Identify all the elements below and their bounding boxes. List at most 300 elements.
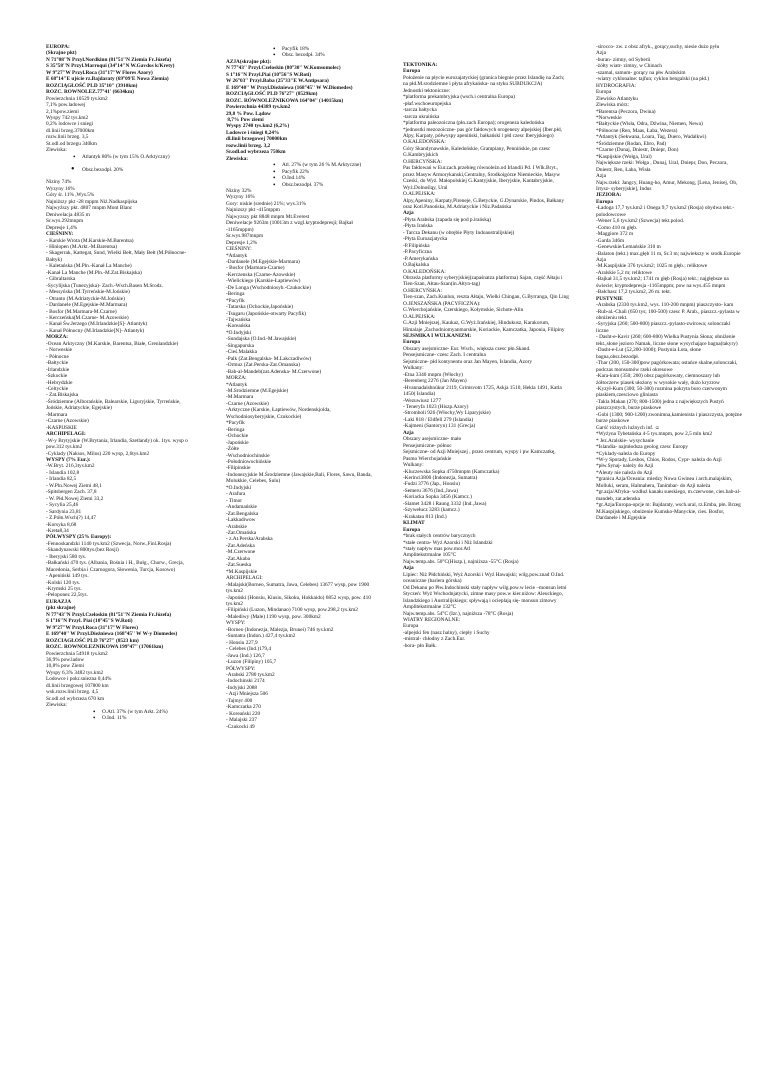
text-line: -Garda 346m [596,237,625,244]
text-line: -Zat.Bengalska [226,510,259,517]
bold-text-line: KLIMAT [403,520,425,527]
text-line: Depresje 1,2% [226,239,258,246]
text-line: - Sardynia 23,81 [46,508,82,515]
text-line: *Czarne (Dunaj, Dniestr, Dniepr, Don) [596,147,679,154]
text-line: -Zat.Omańska [226,529,257,536]
text-line: 10,8% pow Ziemi [46,663,85,670]
text-line: -Koriacka Sopka 3456 (Kamcz.) [403,494,472,501]
bold-text-line: 29,8 % Pow. Lądow [226,110,271,117]
text-line: Lipiec: Niż Płdchiński, Wyż Azorski i Wyż Hawajski; wilg.pow.znad O.Ind. oceaniczne (bariera górska) [403,571,566,585]
text-line: -Szywełucz 3283 (kamcz.) [403,507,460,514]
text-line: *Bałtyckie (Wisła, Odra, Dźwina, Niemen, Newa) [596,121,703,128]
text-line: -Ormuz (Zat.Perska-Zat.Omanska) [226,362,300,369]
text-line: -Kreta8,34 [46,527,69,534]
bold-text-line: JEZIORA: [596,192,622,199]
bold-text-line: rozw.linii brzeg. 3,2 [226,142,271,149]
text-line: - Iberyjski 580 tys. [46,553,87,560]
bold-text-line: S 1°16''N Przyl.Piai (10°56''S W.Roti) [226,71,312,78]
text-line: -Krymski 25 tys. [46,586,82,593]
text-line: -płaf.wschoeuropejska [403,100,451,107]
text-line: -Krakatau 813 (Ind.) [403,513,447,520]
text-line: -Kanał La Manche (M.Pln.-M.Zat.Biskajska) [46,269,142,276]
text-line: -M.Kaspijskie 376 tys.km2; 1025 m głęb.; reliktowe [596,263,708,270]
text-line: - Teneryfa 1023 (Hiszp.Azory) [403,404,469,411]
text-line: Alpy,Apeniny, Karpaty,Pireneje, G.Betyckie, G.Dynarskie, Pindos, Bałkany oraz Kotl.Panońska, M.Adriatyckie i Niz.Padańska [403,197,566,210]
text-line: - Malajski 237 [226,717,257,724]
text-line: -Marmara [46,411,68,418]
text-line: -Kerinci3800 (Indonezja, Sumatra) [403,475,478,481]
text-line: Pensejsmiczne- północ [403,442,452,449]
text-line: Sejsmiczne- od Azji Mniejszej , przez centrum, wyspy i pw Kamczatkę, Pasmo Wierchojańskie [403,449,557,462]
bold-text-line: ROZC. ROWNOLEZ.77°41' (6634km) [46,89,135,96]
text-line: *Pacyfik [226,297,245,304]
text-line: -Tsugaru (Japońskie-otwarty Pacyfik) [226,310,306,317]
bold-text-line: Europa [403,339,420,346]
text-line: -Irlandzkie [46,366,70,373]
bold-text-line: S 35°58''N Przyl.Marroqui (34°14''N W.Gavdos k/Krety) [46,63,175,70]
text-line: -tarcza ukraińska [403,113,440,120]
text-line: - Skagerrak, Kattegat, Sund, Wielki Bełt, Mały Bełt (M.Północne-Bałtyk) [46,250,187,263]
text-line: Sejsmiczne- płd kontynentu oraz Jan Mayen, Islandia, Azory [403,358,533,365]
text-column-3 [403,62,569,649]
text-line: G.Azji Mniejszej, Kaukaz, G.Wyż.Irańskiej, Hindukusz, Karakorum, Himalaje ,Zachodniomyanmarskie, Koriackie, Kamczatka, Japonia, Filipiny [403,320,565,333]
text-line: -sirocco- zw. z obsz afryk., gorący,suchy, niesie dużo pyłu [596,44,720,50]
text-line: -Etna 3340 mnpm (Włochy) [403,371,463,378]
bold-text-line: E 169°40'' W Przyl.Dieżniewa (168°45'' W W.Diomedes) [226,84,353,91]
text-line: Wyspy 742 tys.km2 [46,114,89,121]
text-line: -Malediwy (Male) 1190 wysp, pow. 300km2 [226,613,321,620]
text-column-4 [596,44,742,522]
text-line: - Z.Półn.Wsch(?) 14,47 [46,515,96,522]
bold-text-line: Azja [403,210,414,217]
text-line: -alpejski fen (nasz halny), ciepły i Suchy [403,629,490,636]
text-line: Azja [596,173,606,180]
text-line: -W-y Brytyjskie (W.Brytania, Irlandia, Szetlandy) ok. 1tys. wysp o pow.312 tys.km2 [46,437,190,451]
text-line: Niziny 74% [46,179,72,186]
bold-text-line: Wyspy 2740 tys.km2 (6,2%) [226,123,290,130]
text-line: -Ocean Arktyczny (M.Karskie, Barentsa, Białe, Grenlandzkie) [46,340,179,347]
text-line: -Kerczenska (Czarne-Azowskie) [226,271,296,278]
text-line: *Atlantyk [226,381,248,388]
text-line: *brak stałych centrów barycznych [403,533,476,540]
bold-text-line: E 68°14''E ujście rz.Bajdaraty (69°09'E Nowa Ziemia) [46,76,169,83]
text-line: Pas fałdowań w Eur.zach.przebieg równoleżn.od Irlandii Pd. I Wlk.Bryt., przez Masyw Armorykanski,Centralny, Srodkoigórze Niemieckie, Masyw Czeski, do Wyż. Małopolskiej G.Kantyjskie, Iberyjskie, Kantabryjskie, Wyż.Dolnośląy, Ural [403,165,562,191]
text-line: O.ALPEJSKA: [403,191,436,198]
text-line: Wulkany: [403,365,424,372]
text-line: Powierzchnia 10529 tys.km2 [46,95,108,102]
text-line: -Kara-kum (350; 200) obsz pagórkowaty, ciemnoszary lub żółtoczerw piasek ułożony w wysokie wały, dużo kryzrow [596,373,722,386]
text-line: -Fudzi 3776 (Jap., Honsiu) [403,481,460,488]
text-line: -Płyta Arabska (zapada się pod p.irańską) [403,216,491,223]
text-line: *Kaspijskie (Wołga, Ural) [596,153,652,160]
text-line: -M.Marmara [226,394,254,401]
text-line: -Skandynawski 800tys.(bez Rosji) [46,547,119,554]
text-line: 0,2% lodowce i sniegi [46,121,94,128]
bullet-item: • Atlantyk 80% (w tym 15% O.Arktyczny) [82,154,188,160]
text-line: Deniwelacje 9263m (10013m z wzgl.kryptodepresji; Bajkał -1165mppm) [226,220,355,233]
text-line: - Północne [46,353,69,360]
bold-text-line: S 1°16''N Przyl. Piai (10°45''S W.Roti) [46,618,133,625]
bold-text-line: Europa [596,198,613,205]
text-line: -Koreańska [226,323,251,330]
text-line: WYSPY: [226,620,246,627]
bold-text-line: (Skrajne pkt) [46,50,77,57]
text-line: Garść różnych luźnych inf. ☺ [596,424,661,431]
text-line: Zlewiska mórz: [596,102,630,109]
text-line: Jednostki tektoniczne: [403,87,451,94]
text-line: -Kyzył-Kum (300; 50-300) rozmina pokryta buro czerwonym piaskiem,czesciowo gliniasta [596,386,729,399]
text-line: CIEŚNINY: [226,246,252,253]
text-line: -Zat.Sueska [226,562,252,569]
text-line: -Kluczewska Sopka 4750mnpm (Kamczatka) [403,468,500,475]
bold-text-line: ARCHIPELAGI: [46,431,86,438]
text-line: - Kanał Północny (M.Irlandzkie[N]- Atlantyk) [46,327,145,334]
text-line: -Aralskie 5,2 m; reliktowe [596,269,652,276]
text-line: Najw.temp.abs. 54°C (Izr.), najniższa -78°C (Rosja) [403,610,514,617]
text-line: -Spitsbergen Zach. 37,8 [46,489,97,496]
text-line: -Szkockie [46,373,68,380]
text-line: PÓŁWYSPY: [226,665,256,672]
text-line: -Hvannadalshnúkur 2119, Grimsvotn 1725, Askja 1510, Hekla 1491, Katla 1450( Islandia) [403,384,564,398]
text-line: Zlewisko Atlantyku [596,95,638,102]
text-line: - Tarcza Dekanu (w obrębie Płyty Indoaustralijskiej) [403,229,515,236]
text-line: wsk.rozw.linii brzeg. 4,5 [46,689,99,696]
text-line: Azja [596,50,606,57]
text-line: -Korsyka 8,68 [46,521,77,528]
text-line: -Sumatra (Indon.) 427,4 tys.km2 [226,633,296,640]
text-line: ARCHIPELAGI: [226,575,263,582]
text-line: Azja [596,256,606,263]
text-line: -Zat.Adeńska [226,542,255,549]
bullet-item: • O.Atl. 37% (w tym Arkt. 24%) [102,709,188,715]
text-line: Zlewiska: [46,147,67,154]
text-line: -tarcza bałtycka [403,107,437,114]
text-line: -Hebrydzkie [46,379,73,386]
text-line: -Dasht-e-Lut (52,200-1000); Pustynia Łota, słone bagna,obsz.bezodpł. [596,347,703,360]
text-line: -Rub-al.-Chali (650 tys; 100-500) czesc P. Arab., piaszcz.-pylasta w obniżeniu tekt. [596,308,742,322]
bold-text-line: Powierzchnia 44389 tys.km2 [226,104,291,111]
text-line: -Cyklady (Naksos, Milos) 220 wysp, 2,6tys.km2 [46,450,150,457]
text-line: Wyspy 6,3% 3482 tys.km2 [46,669,104,676]
text-line: - Arafura [226,491,246,498]
text-line: Deniwelacja 4835 m [46,211,90,218]
text-line: -Bajkał 31,5 tys.km2; 1741 m głęb (Rosja) tekt.; najgłębsze na świecie; kryptodepresja -1165mppm; pow na wys.455 mnpm [596,276,731,289]
bold-text-line: CIEŚNINY: [46,231,74,238]
text-line: -KASPIJSKIE [46,424,77,431]
text-line: Europa [596,89,612,96]
text-line: *platforma prekambryjska (wsch.i centralna Europa) [403,94,515,101]
text-line: - Timor [226,497,243,504]
text-line: dl.linii brzeg.37000km [46,127,95,134]
text-line: -Thar (200, 150-300)pow pagórkowata; ostańce skalne,solonczaki, podczas monsumów rzeki okresowe [596,360,739,373]
text-line: -Płyta Euroazjatycka [403,236,448,243]
text-line: -Sundajska (O.Ind.-M.Jawajskie) [226,336,297,343]
text-line: *O.Indyjski [226,329,252,336]
text-line: WIATRY REGIONALNE: [403,616,461,623]
bold-text-line: Europa [403,68,420,75]
text-line: -W.Bryt. 216,3tys.km2 [46,463,95,470]
text-line: rozw.linii brzeg. 3,5 [46,134,89,141]
bold-text-line: EURAZJA [46,598,72,605]
text-line: Styczeń: Wyż Wschodnjatycki, zimne masy pow.w kier.niżow: Aleuckiego, Islandzkiego i Australijskiego; spływają i ocieplają się- monsun zimowy [403,591,565,604]
text-line: - W.Pln.Nowej Ziemi 48,1 [46,482,102,489]
text-line: *Islandia- najmłodsza geolog czesc Europy [596,444,689,451]
bold-text-line: (pkt skrajne) [46,605,76,612]
bold-text-line: WYSPY (7% Eur.): [46,456,91,463]
text-line: - Hinlopen (M.Arkt.-M.Barentsa) [46,244,118,251]
text-line: -Balaton (tekt.) max.głęb 11 m, Sr.3 m; najwiekszy w srodk.Europie [596,250,741,257]
bold-text-line: ROZCIAGŁOŚĆ PLD 76°27'' (8523 km) [46,637,139,644]
text-line: - Honsiu 227,9 [226,639,258,646]
text-column-1 [46,44,188,722]
text-line: O.KALEDOŃSKA: [403,139,446,146]
text-line: *Wyżyna Tybetańska 4-5 tys.mnpm, pow 2,5 mln km2 [596,431,713,438]
bold-text-line: TEKTONIKA: [403,62,438,68]
text-line: *platforma paleozoiczna (płn.zach Europa); orogeneza kaledońska [403,120,545,127]
text-line: -Tajwańska [226,317,251,324]
text-line: -Slamet 3428 i Raung 3332 (Ind.,Jawa) [403,500,487,507]
bold-text-line: Azja [403,429,414,436]
text-line: -P.Filipińska [403,242,430,249]
text-line: -Arabski 2780 tys.km2 [226,671,275,678]
text-line: -Kamczatka 270 [226,704,261,711]
text-line: -mistral- chłodny z Zach.Eur. [403,636,466,643]
text-line: Amplitekstrmalne 132°C [403,604,457,611]
text-line: - Zat.Biskajska [46,392,79,399]
text-line: -Filipinskie [226,465,251,472]
bold-text-line: ROZC. ROWNOLEZNIKOWA 199°47'' (17061km) [46,644,164,651]
text-line: -Arabska (2330 tys.km2, wys. 110-200 mnpm) piaszczysto- kam [596,302,734,309]
text-line: Wulkany: [403,462,424,469]
text-line: Najwyzszy pkt 8848 mnpm Mt.Everest [226,213,310,220]
text-line: - Kerczeńska(M.Czarne- M.Azowskie) [46,315,129,321]
text-line: -buran- zimny, od Syberii [596,56,651,63]
text-line: Położenie na płycie eurozajatyckiej (granica biegnie przez Islandię na Zach; na płd.M.srodziemne i płyta afrykańska- na styku SUBDUKCJA) [403,74,566,88]
text-line: Sr.wys.292mnpm [46,218,84,225]
bullet-item: • Pacyfik 18% [282,46,378,52]
text-line: -Semeru 3676 (Ind.,Jawa) [403,487,459,494]
text-line: Najniższy pkt -28 mppm Niż.Nadkaspijska [46,198,138,205]
text-line: *Cyklady-należa do Europy [596,450,656,457]
text-line: -Wezuwiusz 1277 [403,397,441,404]
text-line: -Japońskie [226,439,249,446]
text-line: Depresje 1,4% [46,224,78,231]
text-line: 36,9% pow.ladow [46,657,85,664]
text-line: - Koreański 220 [226,710,261,717]
bold-text-line: N 77°43'' Przyl.Czeloskin (80°30'' W.Komsomolec) [226,65,341,72]
text-line: -Wielickiego (Karskie-Łaptiewów) [226,278,301,285]
bold-text-line: SEJSMIKA I WULKANIZM: [403,333,472,340]
bold-text-line: N 77°43''N Przyl.Czeloskin (81°51''N Ziemia Fr.Józefa) [46,611,172,618]
text-line: Obrzeża platformy syberyjskiej(zapaśnatza platforma) Sajan, część Ałtaju i Tien-Szan, Ałtau-Szan(in.Ałtyn-tag) [403,274,564,288]
text-line: -Arktyczne (Karskie, Łaptiewów, Nordenskjolda, Wschodniosyberyjskie, Czukockie) [226,407,332,420]
text-line: - z.At.Perska/Arabska [226,536,273,543]
text-line: - Sycylia 25,46 [46,502,79,509]
text-line: -Peloponez 22,5tys. [46,592,88,599]
text-line: O.Bajkalska [403,262,430,269]
text-line: -Bałchasz 17,2 tys.km2, 26 m. tekt. [596,289,672,296]
text-line: Wyzyny 16% [226,194,255,201]
text-line: -Tatarska (Ochockie,Japońskie) [226,304,293,311]
text-line: -Śródziemne (Alborańskie, Balearskie, Liguryjskie, Tyrreńskie, Jońskie, Adriatyckie, Egejskie) [46,398,182,412]
text-line: O.ALPEJSKA: [403,313,436,320]
text-line: Najnizszy pkt -415mppm [226,207,280,214]
text-line: Od Dekanu po Płw.Indochinski stały napływ wilg.pow.w lecie –monsun letni [403,584,567,591]
text-line: -Ładoga 17,7 tys.km2 i Onega 9,7 tys.km2 (Rosja) obydwa tekt.-polodowcowe [596,205,734,218]
text-line: -Bab-al-Mandeb(zat.Adenska- M.Czerwone) [226,368,322,375]
text-line: *Atlantyk (Sekwana, Loara, Tag, Duero, Wadalkwi) [596,134,707,141]
text-column-2 [226,46,378,730]
text-line: Góry Skandynawskie, Kaledońskie, Grampiany, Pennińskie, pn czesc G.Kambryjskich [403,145,552,159]
bullet-item: • Obsz.bezodpł. 37% [282,182,378,188]
text-line: O.HERCYŃSKA: [403,158,442,165]
text-line: - Azji Mniejsza 506 [226,691,268,698]
bold-text-line: Europa [403,526,420,533]
text-line: -Borneo (Indonezja, Malezja, Brunei) 746 tys.km2 [226,626,334,633]
bold-text-line: MORZA: [46,334,69,341]
text-line: -M.Czerwone [226,549,256,556]
text-line: -Czarne (Azowskie) [46,418,89,425]
text-line: - Norweskie [46,347,73,354]
text-line: -Południowochińskie [226,459,272,465]
text-line: Sr.wys.987mnpm [226,233,264,240]
text-line: Wyzyny 16% [46,185,75,192]
text-line: -szamal, samum- gorący na płw Arabskim [596,69,686,76]
bullet-item: • O.Ind.14% [282,175,378,181]
text-line: *stały napływ mas pow.mor.Atl [403,545,471,552]
text-line: -Singapurska [226,342,254,349]
text-line: -Bałkański 470 tys. (Albania, Bośnia i H., Bułg., Chorw., Grecja, Macedonia, Serbia i Czarnogora, Słowenia, Turcja, Kosowo) [46,560,186,573]
text-line: -Japoński (Honsiu, Kiusiu, Sikoku, Hokkaido) 6852 wysp, pow. 410 tys.km2 [226,594,373,607]
bold-text-line: W 9°27''W Przyl.Roca (31°17''W Flores Azory) [46,69,153,76]
text-line: * Jez.Aralskie- wysychanie [596,437,655,444]
text-line: *Śródziemne (Rodan, Ebro, Pad) [596,140,667,147]
text-line: -Palk (Zat.Bengalska- M.Lakczadiwów) [226,355,312,362]
text-line: - Dasht-e-Kavir (260; 600-800) Wielka Pustynia Słona; obniżenie tekt.,słone jezioro Namak, liczne słone wysychające bagna(takyry) [596,334,738,347]
text-line: -Kajmeni (Santoryn) 131 (Grecja) [403,423,476,430]
text-line: *gr.Azja/Europa-opcje m: Bajdaraty, wsch.ural, rz.Emba, płn. Brzeg M.Kaspijskiego, obniżenie Kumsko-Manyckie, cies. Bosfor, Dardanele i M.Egejskie [596,502,743,522]
text-line: -wiatry cyklonalne: tajfun; cyklon bengalski (na płd.) [596,76,710,83]
text-line: Tien-szan, Zach.Kunlun, reszta Ałtaju, Wielki Chingan, G.Byrranga, Qin Ling [403,294,569,301]
text-line: -Arabskie [226,523,247,530]
text-line: *W-y Sporady, Lesbos, Chios, Rodos, Cypr- należa do Azji [596,457,722,463]
text-line: -bora- płn Bałk. [403,642,437,649]
text-line: HYDROGRAFIA: [596,82,637,89]
text-line: 2,1%pow.ziemi [46,108,79,115]
bold-text-line: ROZCIĄGŁOŚĆ PLD 76°27'' (8529km) [226,91,318,98]
text-line: -Laki 818 / Eldfell 279 (Islandia) [403,416,474,423]
bold-text-line: AZJA(skrajne pkt): [226,58,272,65]
text-line: O.JENSZAŃSKA (PACYFICZNA): [403,300,481,307]
text-line: - Bosfor (M.Marmara-M.Czarne) [46,308,117,315]
text-line: -Kolski 120 tys. [46,579,80,586]
bold-text-line: ROZC. RÓWNOLEŻNIKOWA 164°04'' (14015km) [226,97,344,104]
text-line: MORZA: [226,375,247,382]
text-line: Pensejsmiczne- czesc Zach. I centralna [403,352,486,359]
text-line: Sr.odl.od wybrzeza 670 km [46,695,105,702]
text-line: -Czukocki 49 [226,723,255,730]
text-line: -Berenberg 2276 (Jan Mayen) [403,378,467,385]
text-line: *O.Indyjski [226,484,252,491]
text-line: -P.Pacyficzna [403,249,432,256]
text-line: Powierzchnia 54918 tys.km2 [46,650,108,657]
bold-text-line: Azja [403,565,414,572]
text-line: *M.Kaspijskie [226,568,258,575]
text-line: -De Longa (Wschodniosyb.-Czukockie) [226,284,311,291]
bold-text-line: N 71°08''N Przyl.Nordkinn (81°51''N Ziemia Fr.Józefa) [46,56,172,63]
text-line: 7,1% pow.ladowej [46,102,86,109]
text-line: *gr.azja/Afryka- wzdłuż kanału sueskiego, m.czerwone, cies.bab-al-mandeb, zat.adenska [596,489,741,502]
text-line: -Jawa (Ind.) 126,7 [226,652,265,659]
text-line: *jednostki mezozoiczne- pas gór fałdowych orogenezy alpejskiej (Iber.płd, Alpy, Karpaty, półwyspy apeniński, bałkański i płd czesc Iberyjskiego) [403,126,564,139]
text-line: -Wschodniochinskie [226,452,270,459]
bold-text-line: E 169°40'' W Przyl.Dieżniewa (168°45'' W W-y Diomedes) [46,631,178,638]
text-line: - Otranto (M.Adriatyckie-M.Jońskie) [46,295,125,302]
bold-text-line: Sr.odl.od wybrzeza 750km [226,149,286,156]
text-line: - Messyńska (M.Tyrreńskie-M.Jońskie) [46,289,130,296]
bold-text-line: PUSTYNIE [596,295,623,302]
text-line: *płw.Synaj- należy do Azji [596,463,654,470]
text-line: - W. Płd.Nowej Ziemi 33,2 [46,495,104,502]
text-line: Największe rzeki: Wołga , Dunaj, Ural, Dniepr, Don, Peczora, Dniestr, Ren, Łaba, Wisła [596,160,729,173]
text-line: St.odl.od brzegu 340km [46,140,97,147]
text-line: -Indyjski 2088 [226,684,258,691]
text-line: -Como 410 m głęb. [596,224,638,231]
bold-text-line: Zlewiska: [226,155,249,162]
text-line: *Norweskie [596,114,622,121]
text-line: -P.Amerykańska [403,255,438,262]
bold-text-line: dl.linii brzegowej 70000km [226,136,288,143]
text-line: *Pacyfik [226,420,245,427]
bold-text-line: EUROPA: [46,44,70,50]
text-line: -Indochinski 2174 [226,678,265,685]
text-line: O.KALEDOŃSKA: [403,268,446,275]
bold-text-line: W 9°27''W Przyl.Roca (31°17''W Flores) [46,624,138,631]
text-line: Najw.temp.abs. 50°C(Hiszp.), najniższa -55°C (Rosja) [403,558,519,565]
text-line: -Wener 5,6 tys.km2 (Szwecja) tekt.polod. [596,218,685,225]
text-line: Lodowce i pokr.sniezna 0,44% [46,676,112,683]
text-line: Najwyższy pkt. 4807 mnpm Mont Blanc [46,205,133,212]
text-line: *stałe centra- Wyż Azorski i Niż Islandzki [403,539,493,546]
text-line: -Zat.Akaba [226,555,250,562]
bold-text-line: ROZCIĄGŁOŚĆ PLD 35°10'' (3910km) [46,82,138,89]
text-line: *Północne (Ren, Maas, Łaba, Wezera) [596,127,678,134]
bullet-item: • O.Ind. 11% [102,715,188,721]
text-line: Góry śr. 11% ,Wys.5% [46,192,95,199]
text-line: *Atlantyk [226,252,248,259]
text-line: -Tajmyr 400 [226,697,253,704]
text-line: -Indonezyjskie M.Środziemne (Jawajskie,Bali, Flores, Sawu, Banda, Molukkie, Celebes, Sulu) [226,471,374,485]
text-line: - Bosfor (Marmara-Czarne) [226,265,285,272]
text-line: -Maggiore 372 m [596,231,634,238]
text-line: Najw.rzeki: Jangcy, Huang-ho, Amur, Mekong, [Lena, Jenisej, Ob, Irtysz- syberyjskie], Indus [596,179,739,192]
text-line: Gory: niskie (srednie) 21%; wys.31% [226,200,306,207]
text-line: -Ochockie [226,433,249,440]
bold-text-line: PÓŁWYSPY (25% Europy): [46,534,112,541]
text-line: -Dardanele (M.Egejskie-Marmara) [226,258,300,265]
text-line: -Syryjska (260; 500-800) piaszcz.-pylasto-zwirowa; solonczaki liczne [596,321,732,334]
text-line: -Fennoskandzki 1140 tys.km2 (Szwecja, Norw.,Finl.Rosja) [46,540,172,547]
text-line: -Sycylijska (Tunezyjska)- Zach.-Wsch.Basen M.Srodz. [46,282,164,289]
text-line: - Celebes (Ind.)179,4 [226,646,272,653]
text-line: -Beringa [226,426,245,433]
bullet-item: • Obsz. bezodpł. 34% [282,52,378,58]
text-line: -Lakkadiwow [226,517,256,524]
text-line: -Płyta Irańska [403,223,433,230]
text-line: -Czarne (Azowskie) [226,400,269,407]
text-line: -Bałtyckie [46,360,69,367]
text-line: -M.Srodziemne (M.Egejskie) [226,388,289,395]
